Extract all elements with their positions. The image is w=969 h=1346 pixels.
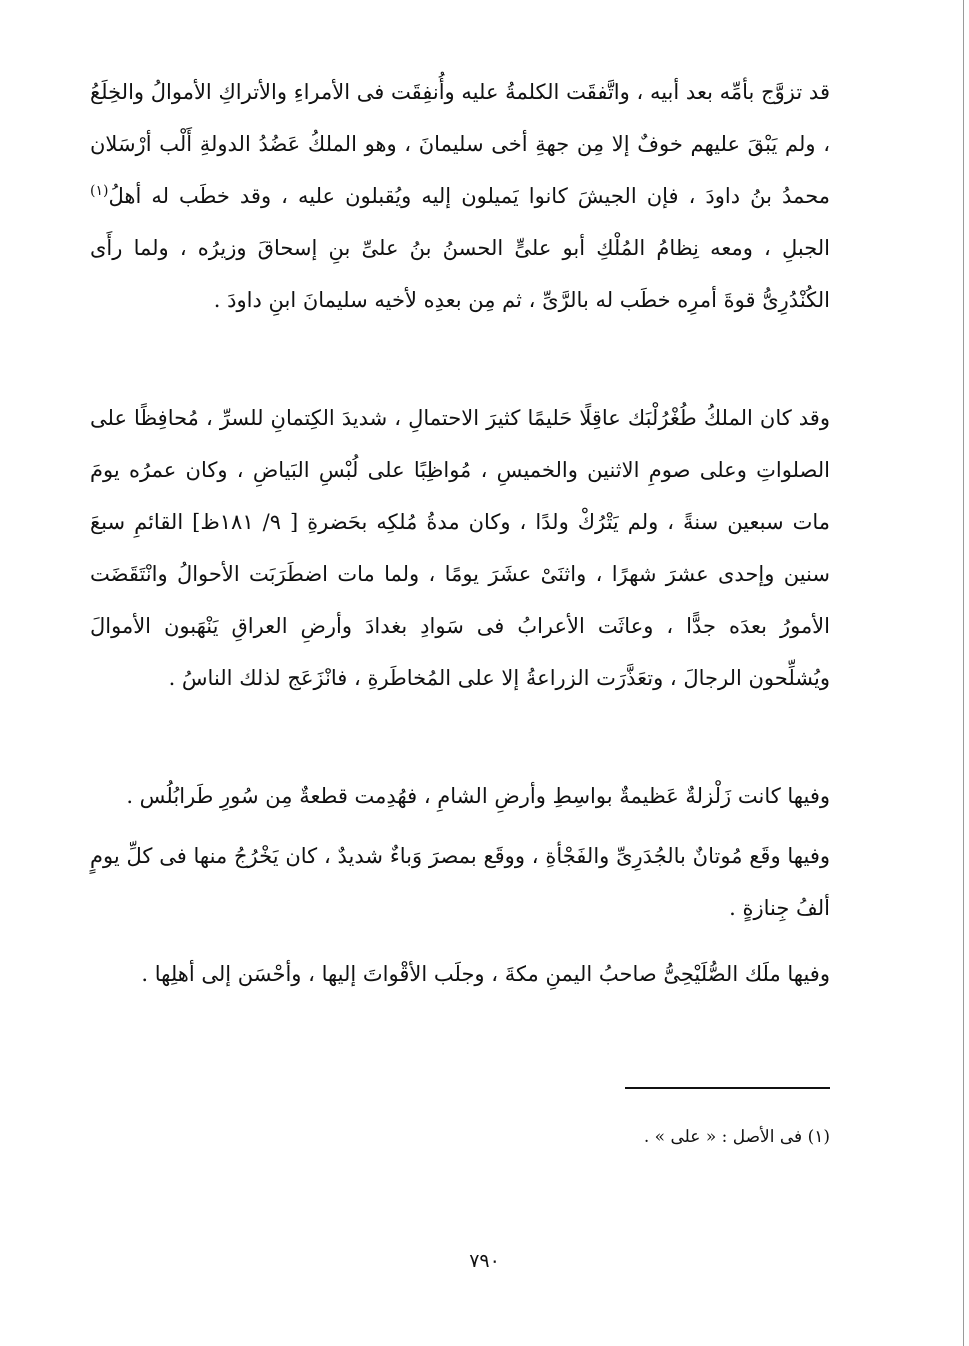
paragraph-1-text-before: قد تزوَّج بأمِّه بعد أبيه ، واتَّفقَت الكلمةُ عليه وأُنفِقَت فى الأمراءِ والأتراكِ الأموالُ والخِلَعُ ، ولم يَبْقَ عليهم خوفٌ إلا مِن جهةِ أخى سليمانَ ، وهو الملكُ عَضُدُ الدولةِ أَلْب أرْسَلان محمدُ بنُ داودَ ، فإن الجيشَ كانوا يَميلون إليه ويُقبلون عليه ، وقد خطَب له أهلُ xyxy=(90,80,830,208)
footnote-divider xyxy=(625,1087,830,1089)
paragraph-1 xyxy=(90,66,830,326)
paragraph-3: وفيها كانت زَلْزلةٌ عَظيمةٌ بواسِطِ وأرضِ الشامِ ، فهُدِمت قطعةٌ مِن سُورِ طَرابُلُس . xyxy=(126,784,830,808)
paragraph-1-text-after: الجبلِ ، ومعه نِظامُ المُلْكِ أبو علىٍّ الحسنُ بنُ علىِّ بنِ إسحاقَ وزيرُه ، ولما رأَى الكُنْدُرِىُّ قوةَ أمرِه خطَب له بالرَّىِّ ، ثم مِن بعدِه لأخيه سليمانَ ابنِ داودَ . xyxy=(90,236,830,312)
footnote: (١) فى الأصل : « على » . xyxy=(643,1127,830,1147)
scan-edge-line xyxy=(963,0,964,1346)
paragraph-5: وفيها ملَك الصُّلَيْحِىُّ صاحبُ اليمنِ مكةَ ، وجلَب الأقْواتَ إليها ، وأحْسَن إلى أهلِها . xyxy=(141,962,830,986)
page-number: ٧٩٠ xyxy=(469,1250,500,1272)
footnote-reference-1: (١) xyxy=(90,183,109,199)
paragraph-4: وفيها وقَع مُوتانٌ بالجُدَرِىِّ والفَجْأةِ ، ووقَع بمصرَ وَباءٌ شديدٌ ، كان يَخْرُجُ منها فى كلِّ يومٍ ألفُ جِنازةٍ . xyxy=(90,844,830,920)
paragraph-2: وقد كان الملكُ طُغْرُلْبَك عاقِلًا حَليمًا كثيرَ الاحتمالِ ، شديدَ الكِتمانِ للسرِّ ، مُحافِظًا على الصلواتِ وعلى صومِ الاثنين والخميسِ ، مُواظِبًا على لُبْسِ البَياضِ ، وكان عمرُه يومَ مات سبعين سنةً ، ولم يَتْرُكْ ولدًا ، وكان مدةُ مُلكِه بحَضرةِ [ ٩/ ١٨١ظ] القائمِ سبعَ سنين وإحدى عشرَ شهرًا ، واثنَىْ عشَرَ يومًا ، ولما مات اضطَرَبَت الأحوالُ وانْتَقَضَت الأمورُ بعدَه جدًّا ، وعاثَت الأعرابُ فى سَوادِ بغدادَ وأرضِ العراقِ يَنْهَبون الأموالَ ويُشلِّحون الرجالَ ، وتعَذَّرَت الزراعةُ إلا على المُخاطَرةِ ، فانْزَعَج لذلك الناسُ . xyxy=(90,406,830,690)
